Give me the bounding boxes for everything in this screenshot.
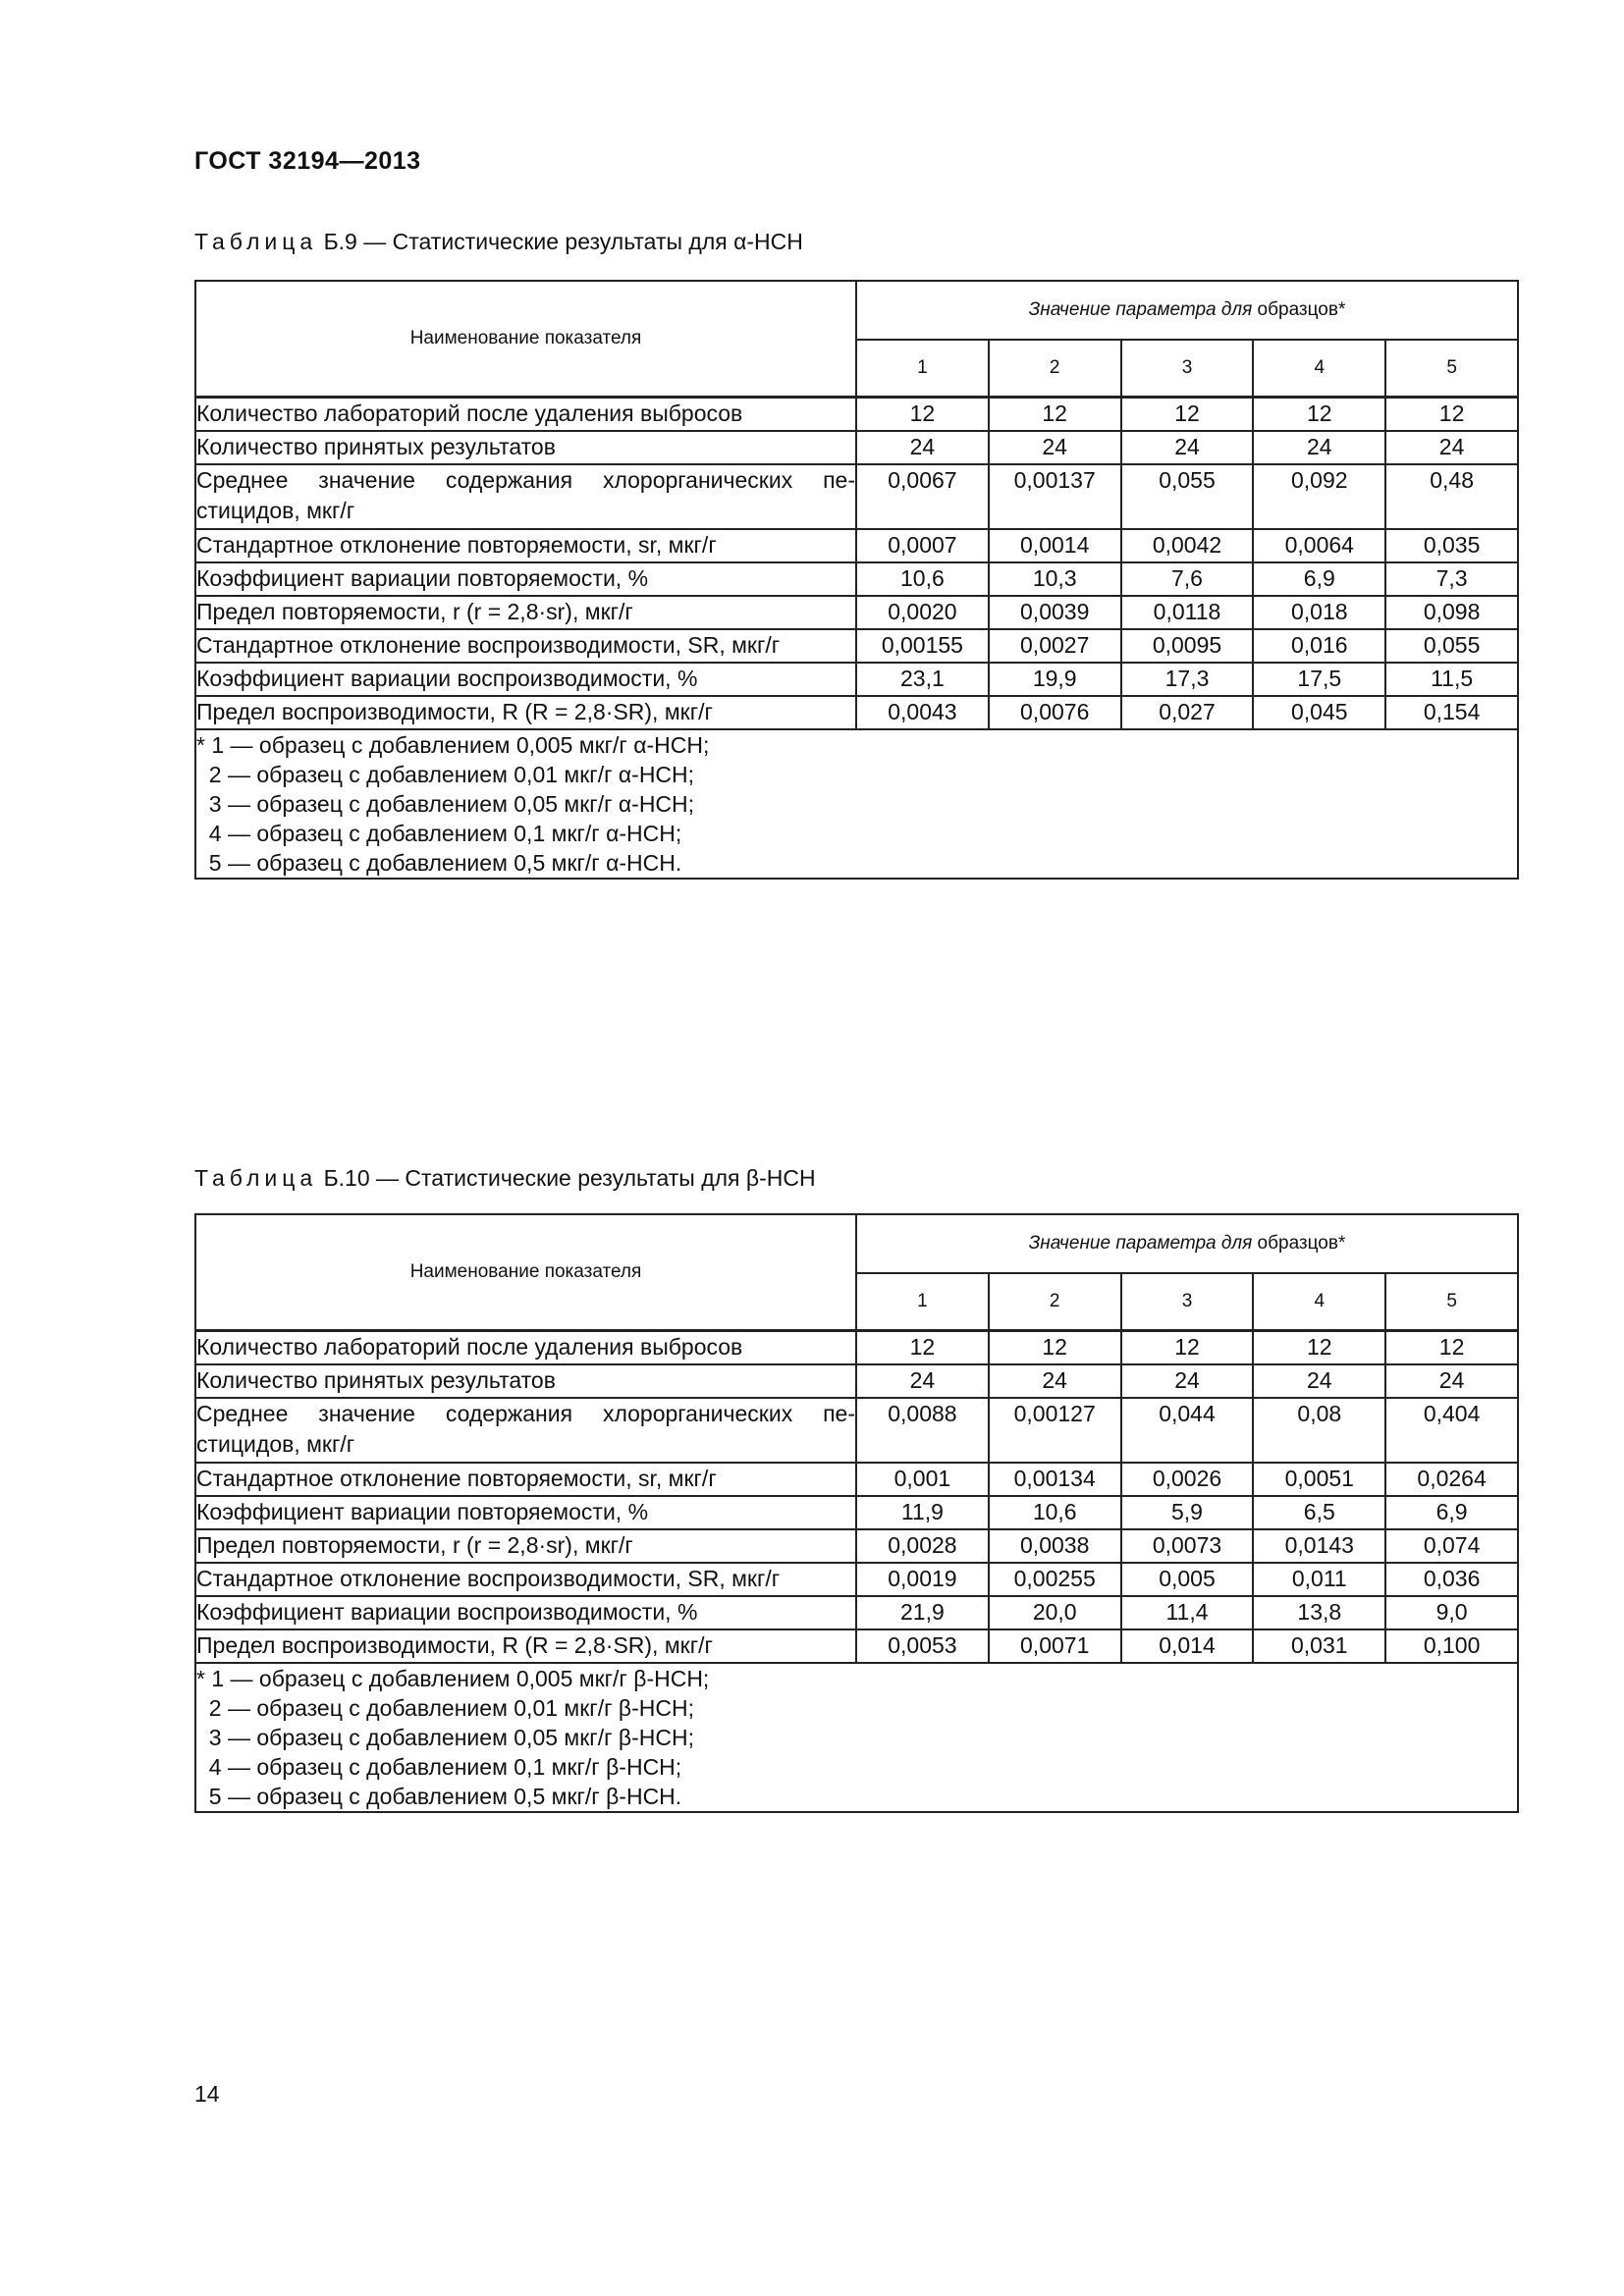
footnote-line: 2 — образец с добавлением 0,01 мкг/г β-HCH; bbox=[196, 1695, 694, 1721]
cell-value: 0,036 bbox=[1385, 1563, 1518, 1596]
cell-value: 0,0043 bbox=[856, 696, 989, 729]
column-header-group bbox=[856, 281, 1518, 340]
cell-value: 0,0007 bbox=[856, 529, 989, 562]
cell-value: 23,1 bbox=[856, 663, 989, 696]
row-name: Стандартное отклонение повторяемости, sr, мкг/г bbox=[195, 529, 856, 562]
cell-value: 12 bbox=[1121, 398, 1254, 432]
row-name: Предел повторяемости, r (r = 2,8·sr), мкг/г bbox=[195, 596, 856, 629]
cell-value: 7,3 bbox=[1385, 562, 1518, 596]
column-header-group-italic: Значение параметра для bbox=[1028, 299, 1253, 320]
table-row bbox=[195, 1463, 1518, 1496]
row-name: Коэффициент вариации воспроизводимости, % bbox=[195, 663, 856, 696]
cell-value: 0,404 bbox=[1385, 1398, 1518, 1463]
cell-value: 5,9 bbox=[1121, 1496, 1254, 1529]
cell-value: 21,9 bbox=[856, 1596, 989, 1629]
column-header-group-italic: Значение параметра для bbox=[1028, 1233, 1253, 1254]
column-header-group-plain: образцов* bbox=[1257, 299, 1346, 320]
sample-number-header: 5 bbox=[1385, 340, 1518, 398]
cell-value: 0,014 bbox=[1121, 1629, 1254, 1663]
table-row bbox=[195, 431, 1518, 464]
table-caption bbox=[194, 229, 803, 255]
cell-value: 0,005 bbox=[1121, 1563, 1254, 1596]
cell-value: 0,48 bbox=[1385, 464, 1518, 529]
cell-value: 24 bbox=[1385, 1364, 1518, 1398]
cell-value: 17,5 bbox=[1253, 663, 1385, 696]
footnote-line: 5 — образец с добавлением 0,5 мкг/г β-HCH. bbox=[196, 1784, 682, 1809]
row-name: Стандартное отклонение воспроизводимости, SR, мкг/г bbox=[195, 1563, 856, 1596]
cell-value: 10,6 bbox=[856, 562, 989, 596]
table-caption bbox=[194, 1165, 816, 1192]
cell-value: 0,0051 bbox=[1253, 1463, 1385, 1496]
cell-value: 0,0019 bbox=[856, 1563, 989, 1596]
cell-value: 9,0 bbox=[1385, 1596, 1518, 1629]
sample-number-header: 2 bbox=[989, 1273, 1121, 1331]
row-name: Предел повторяемости, r (r = 2,8·sr), мкг/г bbox=[195, 1529, 856, 1563]
table-row bbox=[195, 562, 1518, 596]
sample-number-header: 4 bbox=[1253, 1273, 1385, 1331]
table-footnotes bbox=[195, 1663, 1518, 1812]
cell-value: 6,5 bbox=[1253, 1496, 1385, 1529]
row-name: Стандартное отклонение повторяемости, sr, мкг/г bbox=[195, 1463, 856, 1496]
cell-value: 0,00155 bbox=[856, 629, 989, 663]
cell-value: 0,001 bbox=[856, 1463, 989, 1496]
cell-value: 6,9 bbox=[1253, 562, 1385, 596]
table-row bbox=[195, 1529, 1518, 1563]
cell-value: 0,031 bbox=[1253, 1629, 1385, 1663]
cell-value: 0,0042 bbox=[1121, 529, 1254, 562]
cell-value: 0,08 bbox=[1253, 1398, 1385, 1463]
cell-value: 0,0027 bbox=[989, 629, 1121, 663]
table-row bbox=[195, 1629, 1518, 1663]
cell-value: 0,154 bbox=[1385, 696, 1518, 729]
table-caption-label: Таблица bbox=[194, 1165, 318, 1191]
cell-value: 0,0014 bbox=[989, 529, 1121, 562]
cell-value: 19,9 bbox=[989, 663, 1121, 696]
cell-value: 0,098 bbox=[1385, 596, 1518, 629]
table-row bbox=[195, 1364, 1518, 1398]
cell-value: 12 bbox=[1253, 1331, 1385, 1365]
cell-value: 0,00134 bbox=[989, 1463, 1121, 1496]
cell-value: 10,3 bbox=[989, 562, 1121, 596]
cell-value: 0,027 bbox=[1121, 696, 1254, 729]
footnote-line: * 1 — образец с добавлением 0,005 мкг/г α-HCH; bbox=[196, 732, 710, 758]
cell-value: 0,0038 bbox=[989, 1529, 1121, 1563]
cell-value: 12 bbox=[856, 398, 989, 432]
cell-value: 12 bbox=[989, 398, 1121, 432]
cell-value: 0,00127 bbox=[989, 1398, 1121, 1463]
table-footnote-row bbox=[195, 1663, 1518, 1812]
column-header-name: Наименование показателя bbox=[195, 1214, 856, 1331]
cell-value: 12 bbox=[1253, 398, 1385, 432]
cell-value: 0,0073 bbox=[1121, 1529, 1254, 1563]
sample-number-header: 4 bbox=[1253, 340, 1385, 398]
cell-value: 11,9 bbox=[856, 1496, 989, 1529]
footnote-line: 3 — образец с добавлением 0,05 мкг/г α-HCH; bbox=[196, 791, 695, 817]
table-caption-text: Б.10 — Статистические результаты для β-HCH bbox=[323, 1165, 816, 1191]
table-caption-text: Б.9 — Статистические результаты для α-HCH bbox=[323, 229, 803, 254]
cell-value: 10,6 bbox=[989, 1496, 1121, 1529]
row-name: Количество лабораторий после удаления выбросов bbox=[195, 1331, 856, 1365]
table-row bbox=[195, 629, 1518, 663]
row-name: Предел воспроизводимости, R (R = 2,8·SR), мкг/г bbox=[195, 696, 856, 729]
table-row bbox=[195, 663, 1518, 696]
table-caption-label: Таблица bbox=[194, 229, 318, 254]
cell-value: 11,4 bbox=[1121, 1596, 1254, 1629]
footnote-line: 2 — образец с добавлением 0,01 мкг/г α-HCH; bbox=[196, 762, 695, 787]
sample-number-header: 2 bbox=[989, 340, 1121, 398]
cell-value: 12 bbox=[1385, 1331, 1518, 1365]
cell-value: 17,3 bbox=[1121, 663, 1254, 696]
table-row bbox=[195, 1563, 1518, 1596]
row-name: Коэффициент вариации повторяемости, % bbox=[195, 562, 856, 596]
cell-value: 12 bbox=[1385, 398, 1518, 432]
cell-value: 0,0026 bbox=[1121, 1463, 1254, 1496]
table-row bbox=[195, 696, 1518, 729]
row-name: Среднее значение содержания хлорорганических пе-стицидов, мкг/г bbox=[195, 464, 856, 529]
column-header-group-plain: образцов* bbox=[1257, 1233, 1346, 1254]
cell-value: 12 bbox=[989, 1331, 1121, 1365]
cell-value: 0,0118 bbox=[1121, 596, 1254, 629]
row-name: Количество лабораторий после удаления выбросов bbox=[195, 398, 856, 432]
cell-value: 24 bbox=[1253, 431, 1385, 464]
cell-value: 0,00255 bbox=[989, 1563, 1121, 1596]
table-row bbox=[195, 1596, 1518, 1629]
column-header-name: Наименование показателя bbox=[195, 281, 856, 398]
cell-value: 0,0076 bbox=[989, 696, 1121, 729]
cell-value: 24 bbox=[856, 1364, 989, 1398]
cell-value: 24 bbox=[1121, 431, 1254, 464]
sample-number-header: 5 bbox=[1385, 1273, 1518, 1331]
cell-value: 0,055 bbox=[1121, 464, 1254, 529]
table-row bbox=[195, 596, 1518, 629]
stats-table-b10 bbox=[194, 1213, 1519, 1813]
stats-table-b9 bbox=[194, 280, 1519, 880]
row-name: Коэффициент вариации повторяемости, % bbox=[195, 1496, 856, 1529]
table-row bbox=[195, 398, 1518, 432]
cell-value: 11,5 bbox=[1385, 663, 1518, 696]
cell-value: 0,045 bbox=[1253, 696, 1385, 729]
cell-value: 12 bbox=[1121, 1331, 1254, 1365]
table-row bbox=[195, 1398, 1518, 1463]
footnote-line: * 1 — образец с добавлением 0,005 мкг/г β-HCH; bbox=[196, 1666, 710, 1691]
cell-value: 13,8 bbox=[1253, 1596, 1385, 1629]
table-row bbox=[195, 529, 1518, 562]
cell-value: 24 bbox=[1385, 431, 1518, 464]
sample-number-header: 1 bbox=[856, 1273, 989, 1331]
cell-value: 0,0143 bbox=[1253, 1529, 1385, 1563]
row-name: Количество принятых результатов bbox=[195, 1364, 856, 1398]
table-footnote-row bbox=[195, 729, 1518, 879]
footnote-line: 3 — образец с добавлением 0,05 мкг/г β-HCH; bbox=[196, 1725, 694, 1750]
sample-number-header: 3 bbox=[1121, 1273, 1254, 1331]
footnote-line: 4 — образец с добавлением 0,1 мкг/г β-HCH; bbox=[196, 1754, 682, 1780]
cell-value: 0,00137 bbox=[989, 464, 1121, 529]
table-row bbox=[195, 464, 1518, 529]
footnote-line: 4 — образец с добавлением 0,1 мкг/г α-HCH; bbox=[196, 821, 682, 846]
document-code: ГОСТ 32194—2013 bbox=[194, 147, 421, 175]
cell-value: 24 bbox=[856, 431, 989, 464]
cell-value: 0,011 bbox=[1253, 1563, 1385, 1596]
cell-value: 6,9 bbox=[1385, 1496, 1518, 1529]
cell-value: 0,074 bbox=[1385, 1529, 1518, 1563]
page-number: 14 bbox=[194, 2081, 220, 2107]
cell-value: 0,0264 bbox=[1385, 1463, 1518, 1496]
cell-value: 0,0039 bbox=[989, 596, 1121, 629]
cell-value: 0,0071 bbox=[989, 1629, 1121, 1663]
row-name: Количество принятых результатов bbox=[195, 431, 856, 464]
cell-value: 0,055 bbox=[1385, 629, 1518, 663]
row-name: Коэффициент вариации воспроизводимости, % bbox=[195, 1596, 856, 1629]
cell-value: 0,0053 bbox=[856, 1629, 989, 1663]
cell-value: 0,018 bbox=[1253, 596, 1385, 629]
cell-value: 12 bbox=[856, 1331, 989, 1365]
cell-value: 24 bbox=[1253, 1364, 1385, 1398]
cell-value: 0,035 bbox=[1385, 529, 1518, 562]
cell-value: 0,016 bbox=[1253, 629, 1385, 663]
cell-value: 0,100 bbox=[1385, 1629, 1518, 1663]
cell-value: 0,0067 bbox=[856, 464, 989, 529]
sample-number-header: 1 bbox=[856, 340, 989, 398]
row-name: Стандартное отклонение воспроизводимости, SR, мкг/г bbox=[195, 629, 856, 663]
table-row bbox=[195, 1496, 1518, 1529]
row-name: Предел воспроизводимости, R (R = 2,8·SR), мкг/г bbox=[195, 1629, 856, 1663]
cell-value: 0,0020 bbox=[856, 596, 989, 629]
column-header-group bbox=[856, 1214, 1518, 1273]
cell-value: 0,0028 bbox=[856, 1529, 989, 1563]
cell-value: 7,6 bbox=[1121, 562, 1254, 596]
cell-value: 0,044 bbox=[1121, 1398, 1254, 1463]
cell-value: 0,0095 bbox=[1121, 629, 1254, 663]
cell-value: 24 bbox=[1121, 1364, 1254, 1398]
footnote-line: 5 — образец с добавлением 0,5 мкг/г α-HCH. bbox=[196, 850, 682, 876]
cell-value: 0,0064 bbox=[1253, 529, 1385, 562]
table-footnotes bbox=[195, 729, 1518, 879]
cell-value: 0,0088 bbox=[856, 1398, 989, 1463]
cell-value: 24 bbox=[989, 1364, 1121, 1398]
cell-value: 0,092 bbox=[1253, 464, 1385, 529]
row-name: Среднее значение содержания хлорорганических пе-стицидов, мкг/г bbox=[195, 1398, 856, 1463]
cell-value: 24 bbox=[989, 431, 1121, 464]
sample-number-header: 3 bbox=[1121, 340, 1254, 398]
cell-value: 20,0 bbox=[989, 1596, 1121, 1629]
table-row bbox=[195, 1331, 1518, 1365]
